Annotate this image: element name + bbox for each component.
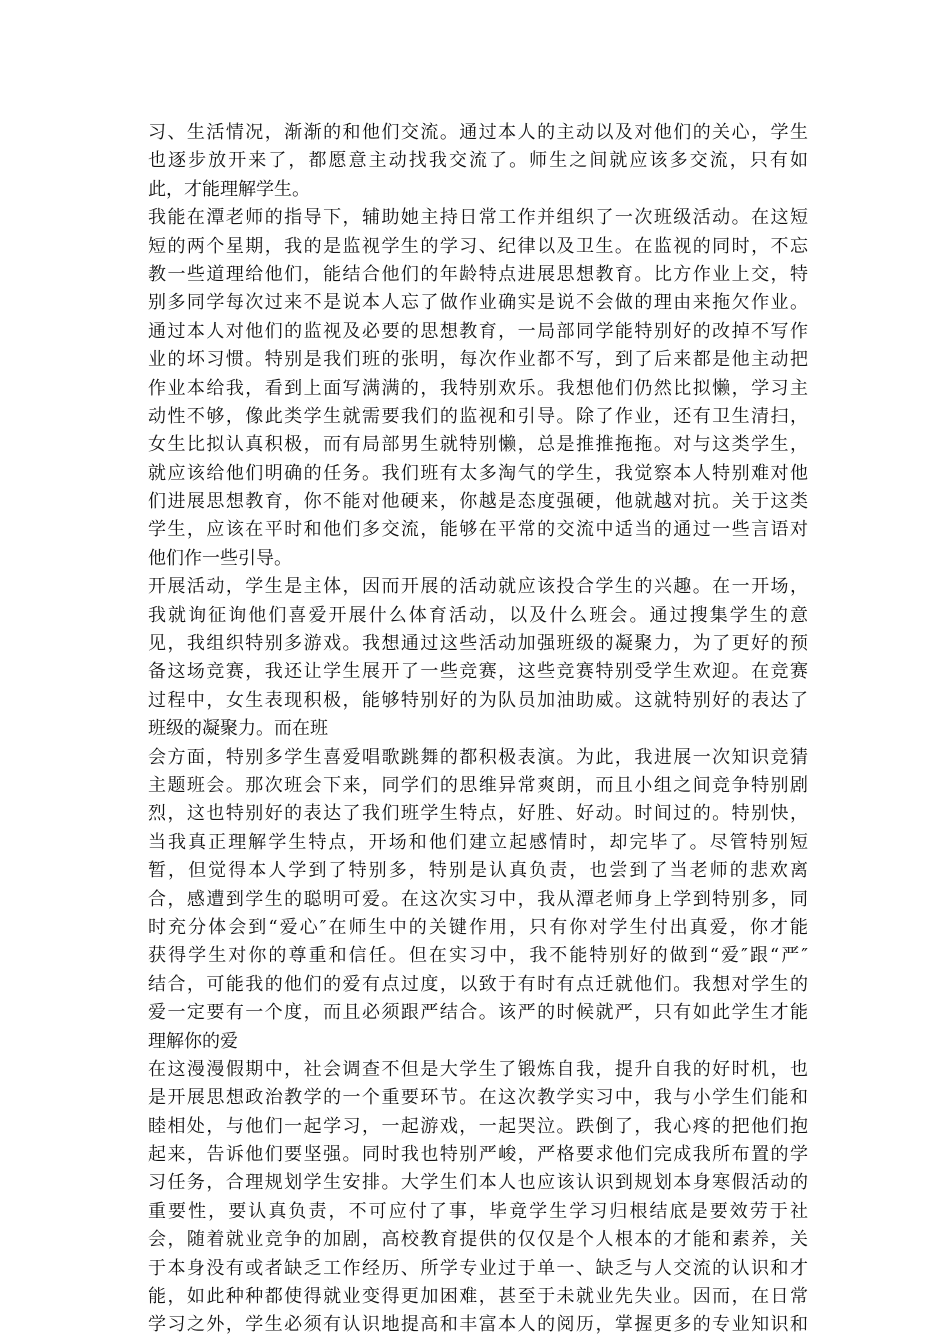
text-line: 暂，但觉得本人学到了特别多，特别是认真负责，也尝到了当老师的悲欢离: [148, 860, 808, 882]
text-line: 学生，应该在平时和他们多交流，能够在平常的交流中适当的通过一些言语对: [148, 519, 808, 541]
text-line: 是开展思想政治教学的一个重要环节。在这次教学实习中，我与小学生们能和: [148, 1087, 808, 1109]
text-line: 于本身没有或者缺乏工作经历、所学专业过于单一、缺乏与人交流的认识和才: [148, 1257, 808, 1279]
text-line: 习、生活情况，渐渐的和他们交流。通过本人的主动以及对他们的关心，学生: [148, 122, 808, 143]
text-line: 就应该给他们明确的任务。我们班有太多淘气的学生，我觉察本人特别难对他: [148, 462, 808, 484]
text-line: 我能在潭老师的指导下，辅助她主持日常工作并组织了一次班级活动。在这短: [148, 207, 808, 229]
text-line: 别多同学每次过来不是说本人忘了做作业确实是说不会做的理由来拖欠作业。: [148, 292, 808, 314]
text-line: 爱一定要有一个度，而且必须跟严结合。该严的时候就严，只有如此学生才能: [148, 1002, 808, 1024]
text-line: 动性不够，像此类学生就需要我们的监视和引导。除了作业，还有卫生清扫，: [148, 405, 808, 427]
text-line: 获得学生对你的尊重和信任。但在实习中，我不能特别好的做到“爱″跟“严″: [148, 945, 808, 967]
text-line: 主题班会。那次班会下来，同学们的思维异常爽朗，而且小组之间竞争特别剧: [148, 774, 808, 796]
text-line: 作业本给我，看到上面写满满的，我特别欢乐。我想他们仍然比拟懒，学习主: [148, 377, 808, 399]
text-line: 结合，可能我的他们的爱有点过度，以致于有时有点迁就他们。我想对学生的: [148, 973, 808, 995]
text-line: 习任务，合理规划学生安排。大学生们本人也应该认识到规划本身寒假活动的: [148, 1172, 808, 1194]
text-line: 业的坏习惯。特别是我们班的张明，每次作业都不写，到了后来都是他主动把: [148, 349, 808, 371]
text-line: 时充分体会到“爱心″在师生中的关键作用，只有你对学生付出真爱，你才能: [148, 916, 808, 938]
text-line: 睦相处，与他们一起学习，一起游戏，一起哭泣。跌倒了，我心疼的把他们抱: [148, 1115, 808, 1137]
text-line: 们进展思想教育，你不能对他硬来，你越是态度强硬，他就越对抗。关于这类: [148, 491, 808, 513]
text-line: 班级的凝聚力。而在班: [148, 718, 328, 740]
text-line: 也逐步放开来了，都愿意主动找我交流了。师生之间就应该多交流，只有如: [148, 150, 808, 172]
text-line: 此，才能理解学生。: [148, 178, 310, 200]
text-line: 备这场竞赛，我还让学生展开了一些竞赛，这些竞赛特别受学生欢迎。在竞赛: [148, 661, 808, 683]
text-line: 合，感遭到学生的聪明可爱。在这次实习中，我从潭老师身上学到特别多，同: [148, 888, 808, 910]
text-line: 开展活动，学生是主体，因而开展的活动就应该投合学生的兴趣。在一开场，: [148, 576, 808, 598]
text-line: 理解你的爱: [148, 1030, 238, 1052]
text-line: 他们作一些引导。: [148, 547, 292, 569]
text-line: 起来，告诉他们要坚强。同时我也特别严峻，严格要求他们完成我所布置的学: [148, 1144, 808, 1166]
text-line: 会方面，特别多学生喜爱唱歌跳舞的都积极表演。为此，我进展一次知识竞猜: [148, 746, 808, 768]
text-line: 过程中，女生表现积极，能够特别好的为队员加油助威。这就特别好的表达了: [148, 689, 808, 711]
text-line: 会，随着就业竞争的加剧，高校教育提供的仅仅是个人根本的才能和素养，关: [148, 1229, 808, 1251]
text-line: 女生比拟认真积极，而有局部男生就特别懒，总是推推拖拖。对与这类学生，: [148, 434, 808, 456]
text-line: 教一些道理给他们，能结合他们的年龄特点进展思想教育。比方作业上交，特: [148, 263, 808, 285]
text-line: 能，如此种种都使得就业变得更加困难，甚至于未就业先失业。因而，在日常: [148, 1286, 808, 1308]
text-line: 短的两个星期，我的是监视学生的学习、纪律以及卫生。在监视的同时，不忘: [148, 235, 808, 257]
text-line: 当我真正理解学生特点，开场和他们建立起感情时，却完毕了。尽管特别短: [148, 831, 808, 853]
text-line: 在这漫漫假期中，社会调查不但是大学生了锻炼自我，提升自我的好时机，也: [148, 1058, 808, 1080]
text-line: 见，我组织特别多游戏。我想通过这些活动加强班级的凝聚力，为了更好的预: [148, 633, 808, 655]
text-line: 烈，这也特别好的表达了我们班学生特点，好胜、好动。时间过的。特别快，: [148, 803, 808, 825]
text-line: 重要性，要认真负责，不可应付了事，毕竟学生学习归根结底是要效劳于社: [148, 1200, 808, 1222]
text-line: 通过本人对他们的监视及必要的思想教育，一局部同学能特别好的改掉不写作: [148, 320, 808, 342]
body-text: [148, 119, 808, 1340]
text-line: 我就询征询他们喜爱开展什么体育活动，以及什么班会。通过搜集学生的意: [148, 604, 808, 626]
text-line: 学习之外，学生必须有认识地提高和丰富本人的阅历，掌握更多的专业知识和: [148, 1314, 808, 1336]
